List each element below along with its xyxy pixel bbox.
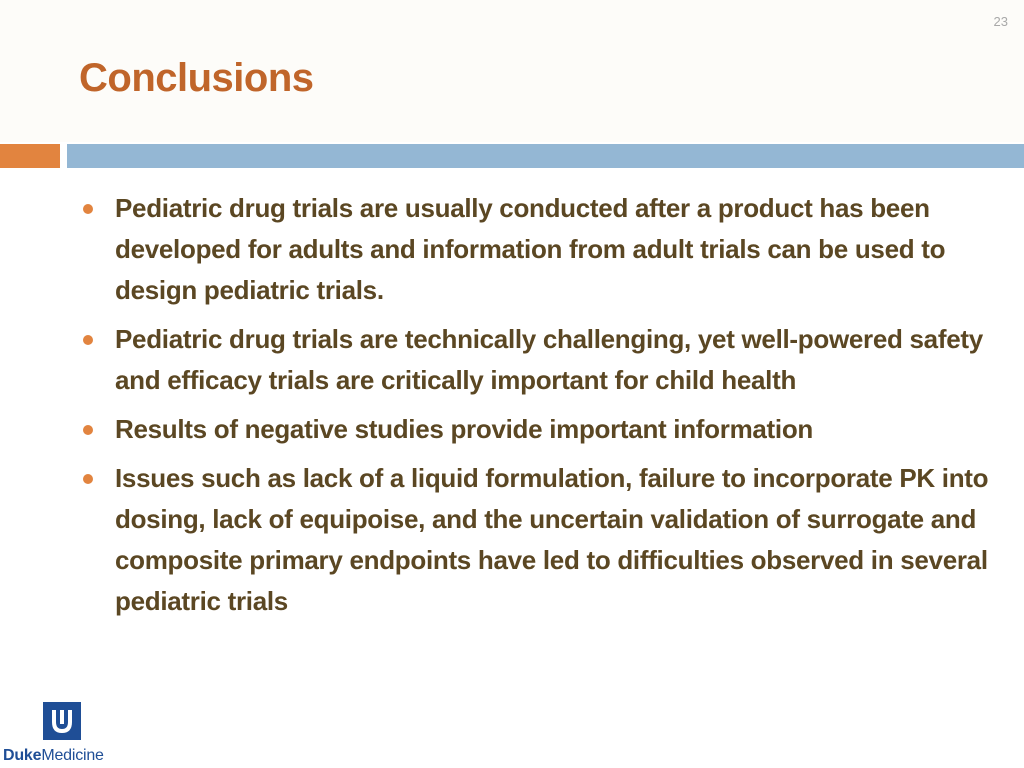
- bullet-text: Results of negative studies provide important information: [115, 414, 813, 444]
- bullet-dot-icon: [83, 474, 93, 484]
- bullet-text: Pediatric drug trials are technically challenging, yet well-powered safety and efficacy trials are critically important for child health: [115, 324, 983, 395]
- slide-title: Conclusions: [79, 56, 314, 100]
- bullet-dot-icon: [83, 204, 93, 214]
- duke-shield-icon: [43, 702, 81, 740]
- bullet-item: [81, 458, 991, 622]
- bullet-list: [81, 188, 991, 630]
- bullet-item: [81, 409, 991, 450]
- logo-wordmark: [3, 747, 104, 765]
- bullet-dot-icon: [83, 425, 93, 435]
- divider-accent-orange: [0, 144, 60, 168]
- bullet-text: Pediatric drug trials are usually conducted after a product has been developed for adults and information from adult trials can be used to design pediatric trials.: [115, 193, 946, 305]
- logo-wordmark-medicine: Medicine: [41, 747, 104, 764]
- bullet-dot-icon: [83, 335, 93, 345]
- bullet-item: [81, 319, 991, 401]
- divider-accent-blue: [67, 144, 1024, 168]
- duke-medicine-logo: [0, 700, 125, 768]
- logo-wordmark-duke: Duke: [3, 747, 42, 764]
- bullet-text: Issues such as lack of a liquid formulation, failure to incorporate PK into dosing, lack of equipoise, and the uncertain validation of surrogate and composite primary endpoints have led to difficulties observed in several pediatric trials: [115, 463, 989, 616]
- page-number: 23: [993, 14, 1008, 29]
- bullet-item: [81, 188, 991, 311]
